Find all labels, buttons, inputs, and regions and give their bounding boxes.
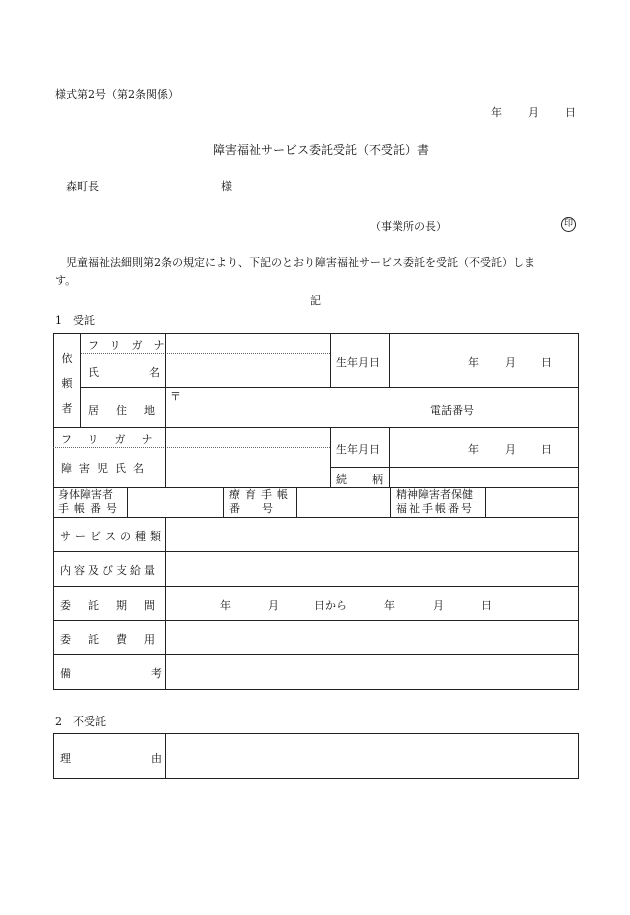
table-rule [53,620,579,621]
ki-label: 記 [310,294,321,307]
remarks-label: 備考 [60,667,242,680]
table-rule [330,333,331,388]
relationship-label: 続柄 [336,473,408,486]
child-furigana-label: フリガナ [61,433,169,446]
table-border [53,778,579,779]
child-birth-day: 日 [541,443,552,456]
physical-handbook-label: 身体障害者 手帳番号 [58,488,122,515]
body-text-line2: す。 [55,274,77,287]
child-birth-year: 年 [468,443,479,456]
date-year: 年 [491,106,502,119]
birth-year: 年 [468,356,479,369]
table-rule [53,427,579,428]
reason-label: 理由 [60,752,242,765]
birth-month: 月 [505,356,516,369]
table-border [578,733,579,779]
period-year-from: 年 [220,599,231,612]
period-day-from: 日から [314,599,347,612]
table-border [53,733,579,734]
table-rule [390,487,391,517]
child-name-label: 障害児氏名 [61,462,151,475]
mental-handbook-label: 精神障害者保健 福祉手帳番号 [396,488,474,515]
birthdate-label: 生年月日 [336,356,380,369]
table-rule [53,487,579,488]
date-day: 日 [565,106,576,119]
table-rule [80,333,81,388]
table-border [53,333,579,334]
table-rule [223,487,224,517]
sender-label: （事業所の長） [370,220,447,233]
requester-label: 依頼者 [61,352,73,415]
addressee-honorific: 様 [221,180,232,193]
table-border [53,689,579,690]
seal-icon: 印 [561,217,576,232]
address-label: 居住地 [88,404,172,417]
document-title: 障害福祉サービス委託受託（不受託）書 [213,143,430,157]
form-number: 様式第2号（第2条関係） [55,88,179,101]
period-label: 委託期間 [60,599,172,612]
table-border [53,733,54,779]
table-rule [127,487,128,517]
table-rule [389,333,390,388]
table-rule [330,427,331,487]
date-month: 月 [528,106,539,119]
furigana-separator [53,447,330,448]
section1-heading: 1 受託 [55,314,95,327]
table-rule [80,387,81,427]
ryoiku-handbook-label: 療育手帳 番号 [229,488,295,515]
period-month-to: 月 [433,599,444,612]
child-birthdate-label: 生年月日 [336,443,380,456]
table-rule [53,551,579,552]
body-text-line1: 児童福祉法細則第2条の規定により、下記のとおり障害福祉サービス委託を受託（不受託）しま [66,256,535,269]
table-rule [296,487,297,517]
content-amount-label: 内容及び支給量 [60,564,158,577]
table-rule [485,487,486,517]
service-type-label: サービスの種類 [60,530,165,543]
period-month-from: 月 [268,599,279,612]
postal-mark: 〒 [170,390,181,403]
table-rule [53,517,579,518]
period-year-to: 年 [384,599,395,612]
furigana-separator [80,353,330,354]
table-rule [330,467,579,468]
name-label: 氏名 [88,366,210,379]
furigana-label: フリガナ [88,339,176,352]
phone-label: 電話番号 [430,404,474,417]
child-birth-month: 月 [505,443,516,456]
fee-label: 委託費用 [60,633,172,646]
birth-day: 日 [541,356,552,369]
table-rule [53,654,579,655]
period-day-to: 日 [481,599,492,612]
section2-heading: 2 不受託 [55,715,106,728]
table-rule [53,586,579,587]
addressee-name: 森町長 [66,180,99,193]
